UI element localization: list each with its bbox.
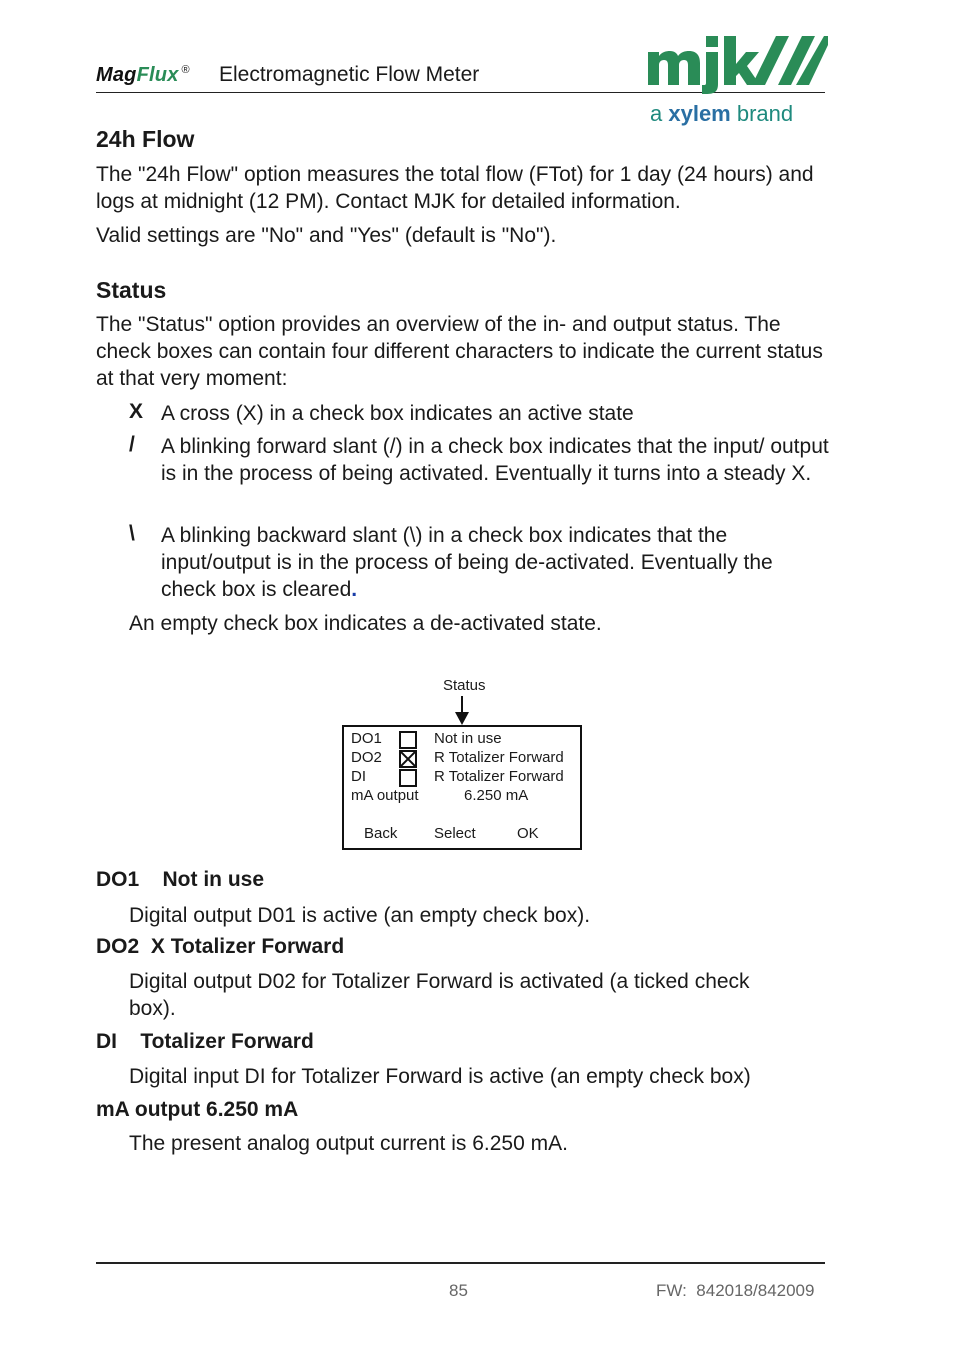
status-display <box>342 725 582 850</box>
mjk-logo <box>646 32 828 94</box>
desc-heading-do1: DO1 Not in use <box>96 868 265 891</box>
display-row-do1-name: DO1 <box>351 730 382 747</box>
mark-cross: X <box>129 400 144 423</box>
paragraph-valid-settings: Valid settings are "No" and "Yes" (default is "No"). <box>96 224 557 247</box>
mark-forward-slant: / <box>129 433 135 456</box>
arrow-down-icon <box>452 696 472 726</box>
display-select-button: Select <box>434 825 476 842</box>
display-row-do1-value: Not in use <box>434 730 502 747</box>
empty-checkbox-note: An empty check box indicates a de-activated state. <box>129 612 602 635</box>
desc-text-ma: The present analog output current is 6.250 mA. <box>129 1132 568 1155</box>
desc-heading-ma: mA output 6.250 mA <box>96 1098 299 1121</box>
display-back-button: Back <box>364 825 398 842</box>
item-forward-slant: A blinking forward slant (/) in a check box indicates that the input/ output is in the process of being activated. Eventually it turns into a steady X. <box>161 435 829 485</box>
item-backward-slant-end: . <box>351 578 358 601</box>
paragraph-status: The "Status" option provides an overview of the in- and output status. The check boxes can contain four different characters to indicate the current status at that very moment: <box>96 313 823 390</box>
display-checkbox-do1 <box>399 731 417 749</box>
paragraph-24h-flow: The "24h Flow" option measures the total flow (FTot) for 1 day (24 hours) and logs at midnight (12 PM). Contact MJK for detailed information. <box>96 163 814 213</box>
display-row-do2-name: DO2 <box>351 749 382 766</box>
tagline <box>650 101 793 127</box>
item-cross: A cross (X) in a check box indicates an active state <box>161 402 634 425</box>
firmware-version: FW: 842018/842009 <box>656 1281 815 1300</box>
display-status-label: Status <box>443 677 486 694</box>
desc-text-di: Digital input DI for Totalizer Forward is active (an empty check box) <box>129 1065 751 1088</box>
display-row-di-name: DI <box>351 768 366 785</box>
item-backward-slant-text: A blinking backward slant (\) in a check box indicates that the input/output is in the process of being de-activated. Eventually the check box is cleared <box>161 524 773 601</box>
page-number: 85 <box>449 1281 468 1300</box>
footer-divider <box>96 1262 825 1264</box>
tagline-prefix: a <box>650 101 669 126</box>
tagline-xylem: xylem <box>668 101 731 126</box>
display-checkbox-di <box>399 769 417 787</box>
display-row-ma-name: mA output <box>351 787 419 804</box>
desc-text-do1: Digital output D01 is active (an empty check box). <box>129 904 591 927</box>
item-backward-slant <box>161 522 831 603</box>
heading-24h-flow: 24h Flow <box>96 126 195 152</box>
desc-text-do2: Digital output D02 for Totalizer Forward is activated (a ticked check box). <box>129 970 750 1020</box>
heading-status: Status <box>96 277 167 303</box>
tagline-suffix: brand <box>730 101 794 126</box>
brand-mag: Mag <box>96 64 137 86</box>
brand-registered: ® <box>181 64 190 77</box>
display-row-do2-value: R Totalizer Forward <box>434 749 564 766</box>
display-checkbox-do2-checked <box>399 750 417 768</box>
product-brand <box>96 64 190 87</box>
display-row-di-value: R Totalizer Forward <box>434 768 564 785</box>
desc-heading-di: DI Totalizer Forward <box>96 1030 314 1053</box>
header-title: Electromagnetic Flow Meter <box>219 63 480 86</box>
display-row-ma-value: 6.250 mA <box>464 787 529 804</box>
display-ok-button: OK <box>517 825 539 842</box>
desc-heading-do2: DO2 X Totalizer Forward <box>96 935 345 958</box>
brand-flux: Flux <box>136 64 179 86</box>
mark-backward-slant: \ <box>129 522 135 545</box>
